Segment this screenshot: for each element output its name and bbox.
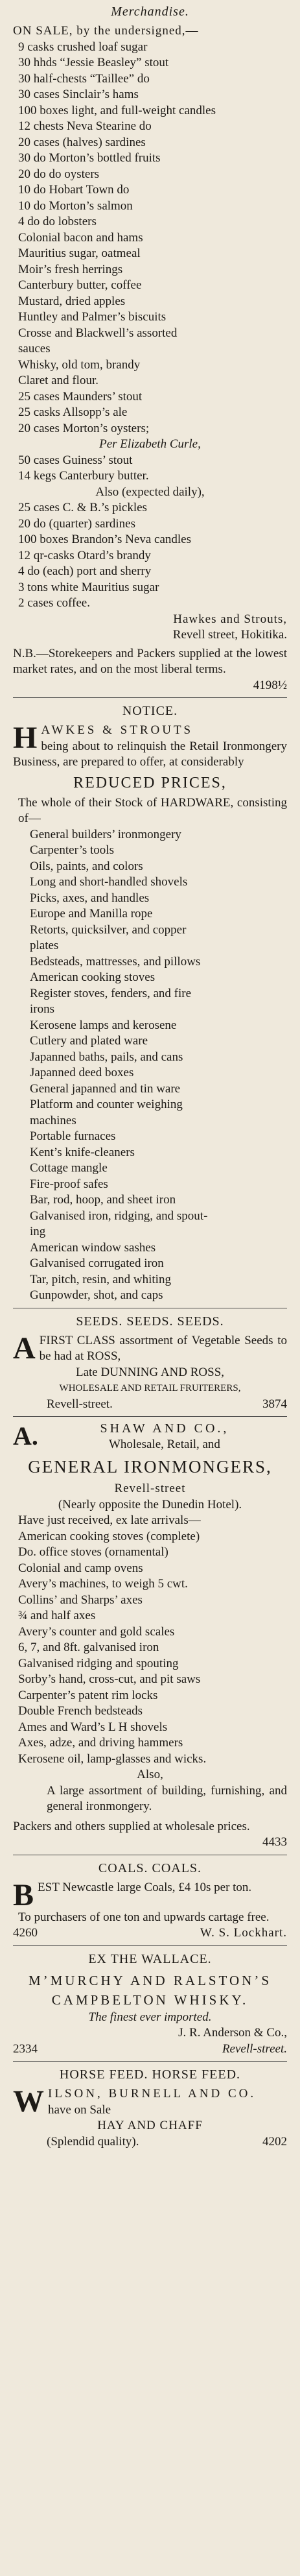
list-item: Retorts, quicksilver, and copper — [30, 922, 187, 937]
list-item: General builders’ ironmongery — [30, 827, 181, 841]
address: Revell-street. — [222, 2041, 287, 2056]
firm-name: Late DUNNING AND ROSS, — [75, 1365, 225, 1379]
list-item: plates — [30, 939, 59, 952]
horse-feed-advertisement — [13, 2065, 287, 2154]
ad-heading: EX THE WALLACE. — [88, 1951, 212, 1966]
list-item: Europe and Manilla rope — [30, 907, 153, 921]
whisky-advertisement — [13, 1950, 287, 2062]
address: Revell-street. — [47, 1397, 113, 1411]
product-name: HAY AND CHAFF — [97, 2119, 203, 2132]
list-item: Japanned baths, pails, and cans — [30, 1050, 183, 1064]
list-item: Galvanised corrugated iron — [30, 1257, 164, 1270]
quality-note: (Splendid quality). — [47, 2134, 139, 2149]
list-item: Tar, pitch, resin, and whiting — [30, 1272, 171, 1286]
reference-number: 4433 — [262, 1835, 287, 1849]
list-item: Fire-proof safes — [30, 1177, 108, 1191]
tagline: The finest ever imported. — [88, 2010, 212, 2024]
list-item: 2 cases coffee. — [18, 596, 90, 610]
list-item: 10 do Morton’s salmon — [18, 199, 133, 213]
list-item: 100 boxes Brandon’s Neva candles — [18, 533, 191, 546]
packers-text: Packers and others supplied at wholesale prices. — [13, 1819, 250, 1833]
reference-number: 3874 — [262, 1397, 287, 1411]
list-item: Whisky, old tom, brandy — [18, 357, 141, 372]
ad-intro: ON SALE, by the undersigned,— — [13, 24, 199, 38]
list-item: 30 hhds “Jessie Beasley” stout — [18, 56, 169, 69]
list-item: 20 cases (halves) sardines — [18, 135, 146, 149]
list-item: Picks, axes, and handles — [30, 891, 150, 905]
list-item: 14 kegs Canterbury butter. — [18, 469, 149, 483]
list-item: Huntley and Palmer’s biscuits — [18, 310, 167, 324]
list-item: sauces — [18, 342, 51, 355]
cartage-text: To purchasers of one ton and upwards cartage free. — [18, 1910, 270, 1924]
ironmongers-advertisement — [13, 1421, 287, 1855]
list-item: Mauritius sugar, oatmeal — [18, 247, 141, 260]
list-item: Do. office stoves (ornamental) — [18, 1545, 168, 1559]
list-item: Crosse and Blackwell’s assorted — [18, 326, 178, 340]
list-item: Mustard, dried apples — [18, 294, 126, 308]
goods-list — [13, 500, 287, 612]
seeds-advertisement — [13, 1312, 287, 1417]
reference-number: 4198½ — [253, 678, 287, 692]
list-item: Cutlery and plated ware — [30, 1034, 148, 1048]
list-item: 50 cases Guiness’ stout — [18, 453, 133, 467]
list-item: 10 do Hobart Town do — [18, 183, 130, 197]
merchandise-advertisement — [13, 3, 287, 698]
firm-name: AWKES & STROUTS — [41, 723, 194, 737]
firm-name: ILSON, BURNELL AND CO. — [48, 2087, 257, 2101]
general-ironmongers-heading: GENERAL IRONMONGERS, — [28, 1457, 272, 1476]
drop-cap: H — [13, 721, 38, 755]
sub-heading: Also, — [137, 1768, 163, 1781]
list-item: Japanned deed boxes — [30, 1066, 134, 1079]
drop-cap: W — [13, 2084, 44, 2119]
goods-list — [13, 827, 287, 1304]
goods-list — [13, 40, 287, 437]
list-item: 20 do do oysters — [18, 167, 100, 181]
on-sale-text: have on Sale — [48, 2102, 111, 2117]
ad-intro: FIRST CLASS assortment of Vegetable Seeds to be had at ROSS, — [39, 1333, 287, 1363]
goods-list — [13, 453, 287, 485]
list-item: Galvanised ridging and spouting — [18, 1656, 179, 1670]
trade-line: WHOLESALE AND RETAIL FRUITERERS, — [59, 1383, 241, 1393]
list-item: 4 do do lobsters — [18, 215, 97, 228]
list-item: General japanned and tin ware — [30, 1081, 181, 1096]
agent-name: J. R. Anderson & Co., — [178, 2026, 287, 2040]
list-item: Platform and counter weighing — [30, 1098, 183, 1111]
list-item: Sorby’s hand, cross-cut, and pit saws — [18, 1672, 201, 1686]
list-item: Colonial bacon and hams — [18, 230, 143, 245]
list-item: 30 cases Sinclair’s hams — [18, 88, 139, 101]
ad-heading: COALS. COALS. — [98, 1860, 202, 1875]
drop-cap: A — [13, 1330, 36, 1366]
list-item: 12 chests Neva Stearine do — [18, 119, 152, 133]
address: Revell-street — [114, 1482, 186, 1495]
sub-heading: Per Elizabeth Curle, — [99, 437, 201, 451]
goods-list — [13, 1529, 287, 1768]
sub-heading: Also (expected daily), — [95, 485, 205, 499]
list-item: Kerosene oil, lamp-glasses and wicks. — [18, 1751, 207, 1766]
drop-cap: B — [13, 1877, 34, 1912]
ad-intro: Have just received, ex late arrivals— — [18, 1513, 201, 1527]
reference-number: 4260 — [13, 1926, 38, 1940]
list-item: Ames and Ward’s L H shovels — [18, 1720, 168, 1734]
drop-cap: A. — [13, 1421, 38, 1451]
ad-heading: HORSE FEED. HORSE FEED. — [59, 2067, 241, 2082]
ad-heading: Merchandise. — [111, 5, 189, 19]
list-item: Cottage mangle — [30, 1161, 108, 1175]
list-item: Collins’ and Sharps’ axes — [18, 1593, 143, 1607]
list-item: Axes, adze, and driving hammers — [18, 1736, 183, 1750]
list-item: American window sashes — [30, 1240, 156, 1255]
list-item: 3 tons white Mauritius sugar — [18, 580, 159, 594]
list-item: 30 half-chests “Taillee” do — [18, 71, 150, 86]
list-item: 9 casks crushed loaf sugar — [18, 40, 148, 54]
list-item: machines — [30, 1113, 76, 1127]
list-item: Carpenter’s tools — [30, 843, 114, 857]
list-item: Kent’s knife-cleaners — [30, 1145, 135, 1159]
firm-name: Hawkes and Strouts, — [173, 612, 287, 626]
list-item: 4 do (each) port and sherry — [18, 564, 152, 578]
list-item: American cooking stoves (complete) — [18, 1529, 200, 1543]
firm-name: SHAW AND CO., — [100, 1421, 229, 1436]
list-item: Avery’s machines, to weigh 5 cwt. — [18, 1577, 188, 1591]
signer-name: W. S. Lockhart. — [200, 1926, 287, 1940]
list-item: 12 qr-casks Otard’s brandy — [18, 548, 151, 562]
list-item: 20 cases Morton’s oysters; — [18, 421, 150, 435]
ad-line: Wholesale, Retail, and — [108, 1437, 220, 1451]
list-item: Long and short-handled shovels — [30, 875, 188, 889]
ad-heading: SEEDS. SEEDS. SEEDS. — [76, 1314, 224, 1329]
product-name: CAMPBELTON WHISKY. — [51, 1992, 249, 2008]
list-item: Register stoves, fenders, and fire — [30, 986, 192, 1000]
list-item: ¾ and half axes — [18, 1609, 96, 1622]
list-item: ing — [30, 1225, 46, 1238]
list-item: Moir’s fresh herrings — [18, 262, 123, 276]
list-item: Oils, paints, and colors — [30, 859, 143, 873]
note-text: N.B.—Storekeepers and Packers supplied at the lowest market rates, and on the most liberal terms. — [13, 646, 287, 676]
list-item: Gunpowder, shot, and caps — [30, 1288, 163, 1302]
ad-intro: EST Newcastle large Coals, £4 10s per ton. — [38, 1880, 252, 1894]
list-item: Double French bedsteads — [18, 1704, 143, 1718]
list-item: Avery’s counter and gold scales — [18, 1624, 175, 1639]
list-item: Bar, rod, hoop, and sheet iron — [30, 1193, 176, 1207]
assortment-text: A large assortment of building, furnishing, and general ironmongery. — [47, 1783, 287, 1813]
list-item: Colonial and camp ovens — [18, 1561, 143, 1575]
notice-advertisement — [13, 702, 287, 1308]
list-item: Portable furnaces — [30, 1129, 116, 1143]
stock-text: The whole of their Stock of HARDWARE, consisting of— — [18, 795, 287, 825]
reference-number: 2334 — [13, 2041, 38, 2056]
list-item: 30 do Morton’s bottled fruits — [18, 151, 161, 165]
list-item: 100 boxes light, and full-weight candles — [18, 103, 216, 117]
list-item: Claret and flour. — [18, 374, 98, 387]
firm-name: M’MURCHY AND RALSTON’S — [28, 1972, 272, 1988]
list-item: Kerosene lamps and kerosene — [30, 1018, 177, 1032]
list-item: Galvanised iron, ridging, and spout- — [30, 1209, 208, 1223]
reduced-prices-heading: REDUCED PRICES, — [73, 774, 227, 791]
ad-intro: being about to relinquish the Retail Ironmongery Business, are prepared to offer, at considerably — [13, 739, 287, 769]
list-item: 20 do (quarter) sardines — [18, 516, 135, 531]
reference-number: 4202 — [262, 2134, 287, 2149]
list-item: irons — [30, 1002, 54, 1016]
ad-heading: NOTICE. — [122, 704, 178, 718]
address: Revell street, Hokitika. — [172, 628, 287, 642]
coals-advertisement — [13, 1859, 287, 1946]
list-item: 6, 7, and 8ft. galvanised iron — [18, 1641, 159, 1654]
list-item: Bedsteads, mattresses, and pillows — [30, 954, 201, 969]
list-item: 25 casks Allsopp’s ale — [18, 405, 128, 419]
list-item: Carpenter’s patent rim locks — [18, 1688, 158, 1702]
location-note: (Nearly opposite the Dunedin Hotel). — [58, 1497, 242, 1511]
list-item: 25 cases C. & B.’s pickles — [18, 501, 147, 514]
list-item: American cooking stoves — [30, 970, 156, 984]
list-item: 25 cases Maunders’ stout — [18, 389, 143, 403]
list-item: Canterbury butter, coffee — [18, 278, 142, 292]
